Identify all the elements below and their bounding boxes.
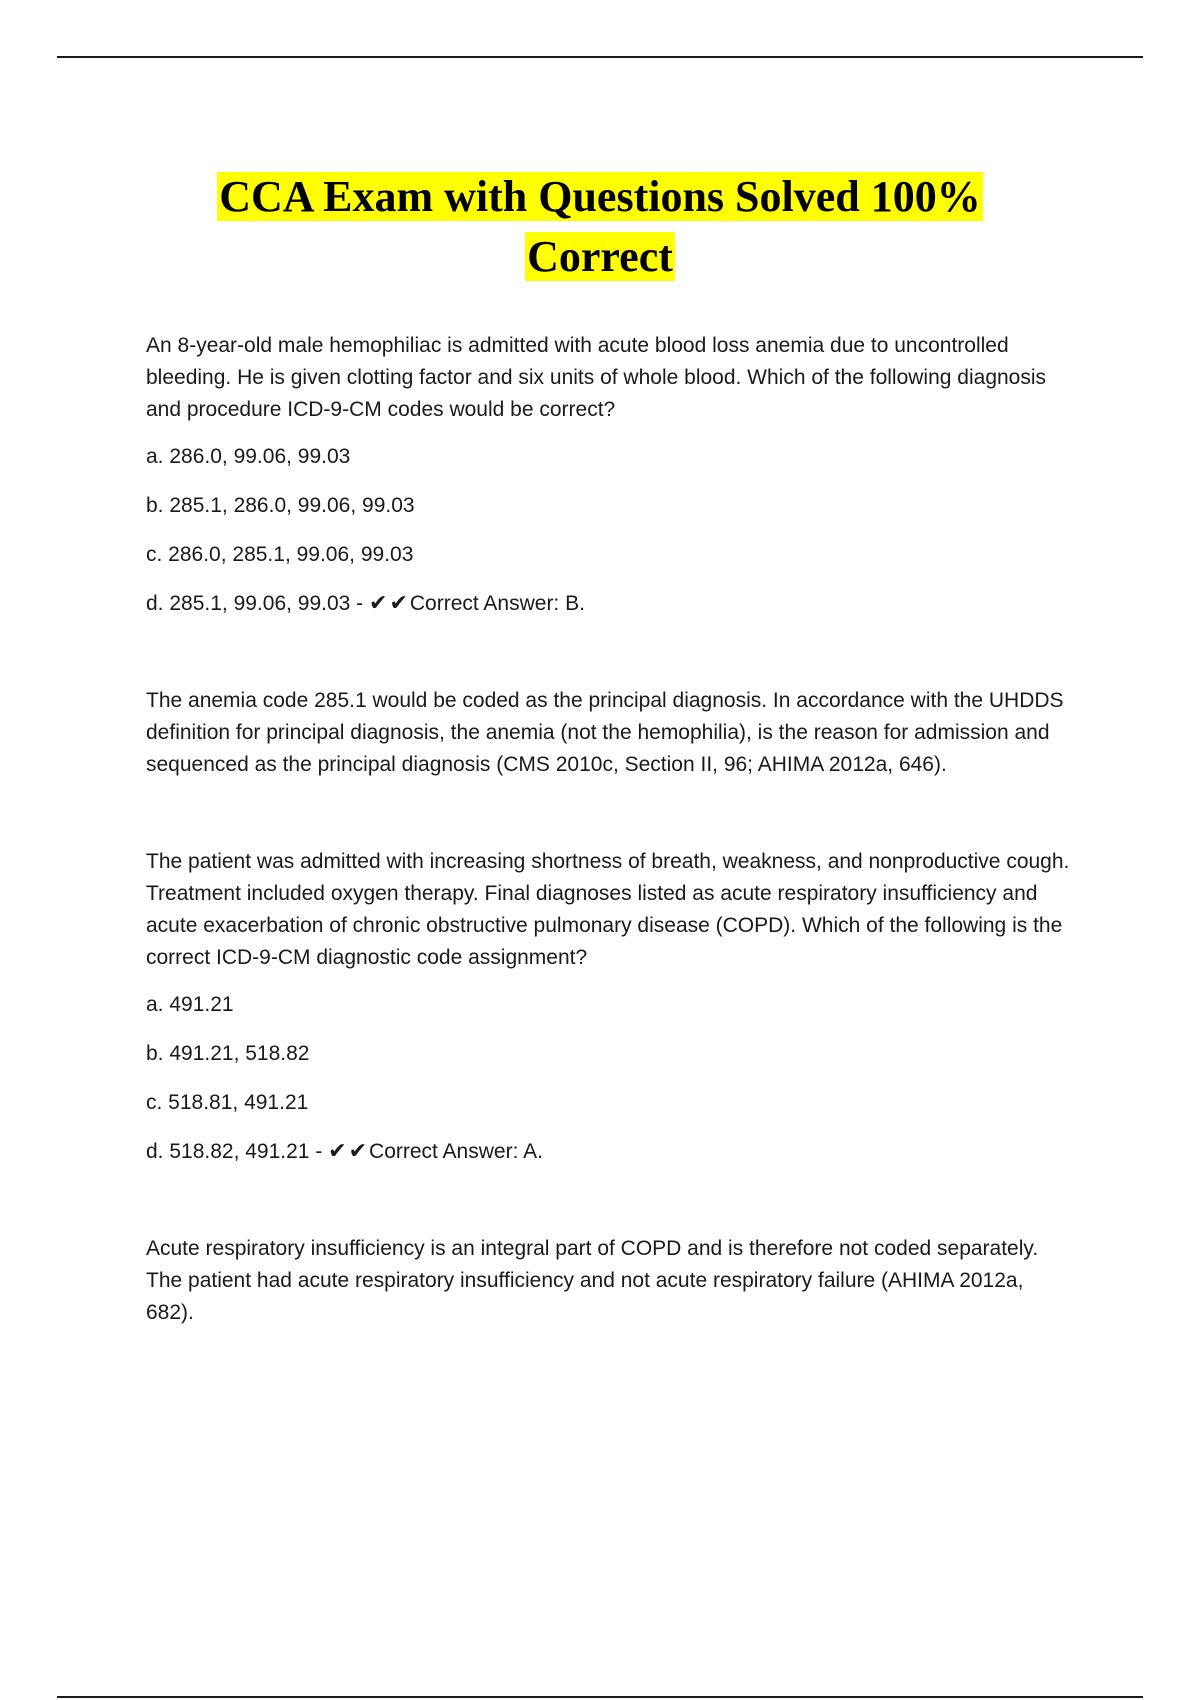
- correct-answer: Correct Answer: B.: [409, 592, 585, 615]
- title-line-2: Correct: [527, 232, 673, 282]
- answer-option-b: b. 285.1, 286.0, 99.06, 99.03: [146, 494, 415, 517]
- correct-answer: Correct Answer: A.: [369, 1140, 543, 1163]
- answer-option-d: [146, 588, 1076, 620]
- answer-option-b: b. 491.21, 518.82: [146, 1042, 310, 1065]
- answer-explanation: Acute respiratory insufficiency is an integral part of COPD and is therefore not coded separately. The patient had acute respiratory insufficiency and not acute respiratory failure (AHIMA 2012a, 682).: [146, 1237, 1039, 1324]
- answer-option-d: [146, 1136, 1076, 1168]
- question-text: The patient was admitted with increasing shortness of breath, weakness, and nonproductive cough. Treatment included oxygen therapy. Final diagnoses listed as acute respiratory insufficiency and acute exacerbation of chronic obstructive pulmonary disease (COPD). Which of the following is the correct ICD-9-CM diagnostic code assignment?: [146, 850, 1070, 969]
- answer-option-a: a. 491.21: [146, 993, 234, 1016]
- check-mark-icon: ✔✔: [328, 1139, 370, 1164]
- answer-option-d-text: d. 285.1, 99.06, 99.03 -: [146, 592, 364, 615]
- top-rule: [57, 56, 1143, 58]
- question-block: [146, 846, 1076, 1329]
- answer-option-d-text: d. 518.82, 491.21 -: [146, 1140, 323, 1163]
- answer-option-a: a. 286.0, 99.06, 99.03: [146, 445, 351, 468]
- question-block: [146, 330, 1076, 781]
- answer-option-c: c. 286.0, 285.1, 99.06, 99.03: [146, 543, 414, 566]
- answer-explanation: The anemia code 285.1 would be coded as the principal diagnosis. In accordance with the UHDDS definition for principal diagnosis, the anemia (not the hemophilia), is the reason for admission and sequenced as the principal diagnosis (CMS 2010c, Section II, 96; AHIMA 2012a, 646).: [146, 689, 1064, 776]
- question-text: An 8-year-old male hemophiliac is admitted with acute blood loss anemia due to uncontrolled bleeding. He is given clotting factor and six units of whole blood. Which of the following diagnosis and procedure ICD-9-CM codes would be correct?: [146, 334, 1047, 421]
- document-body: [146, 330, 1076, 1394]
- bottom-rule: [57, 1696, 1143, 1698]
- check-mark-icon: ✔✔: [369, 591, 410, 616]
- page-title: [120, 167, 1080, 287]
- title-line-1: CCA Exam with Questions Solved 100%: [219, 172, 981, 222]
- answer-option-c: c. 518.81, 491.21: [146, 1091, 309, 1114]
